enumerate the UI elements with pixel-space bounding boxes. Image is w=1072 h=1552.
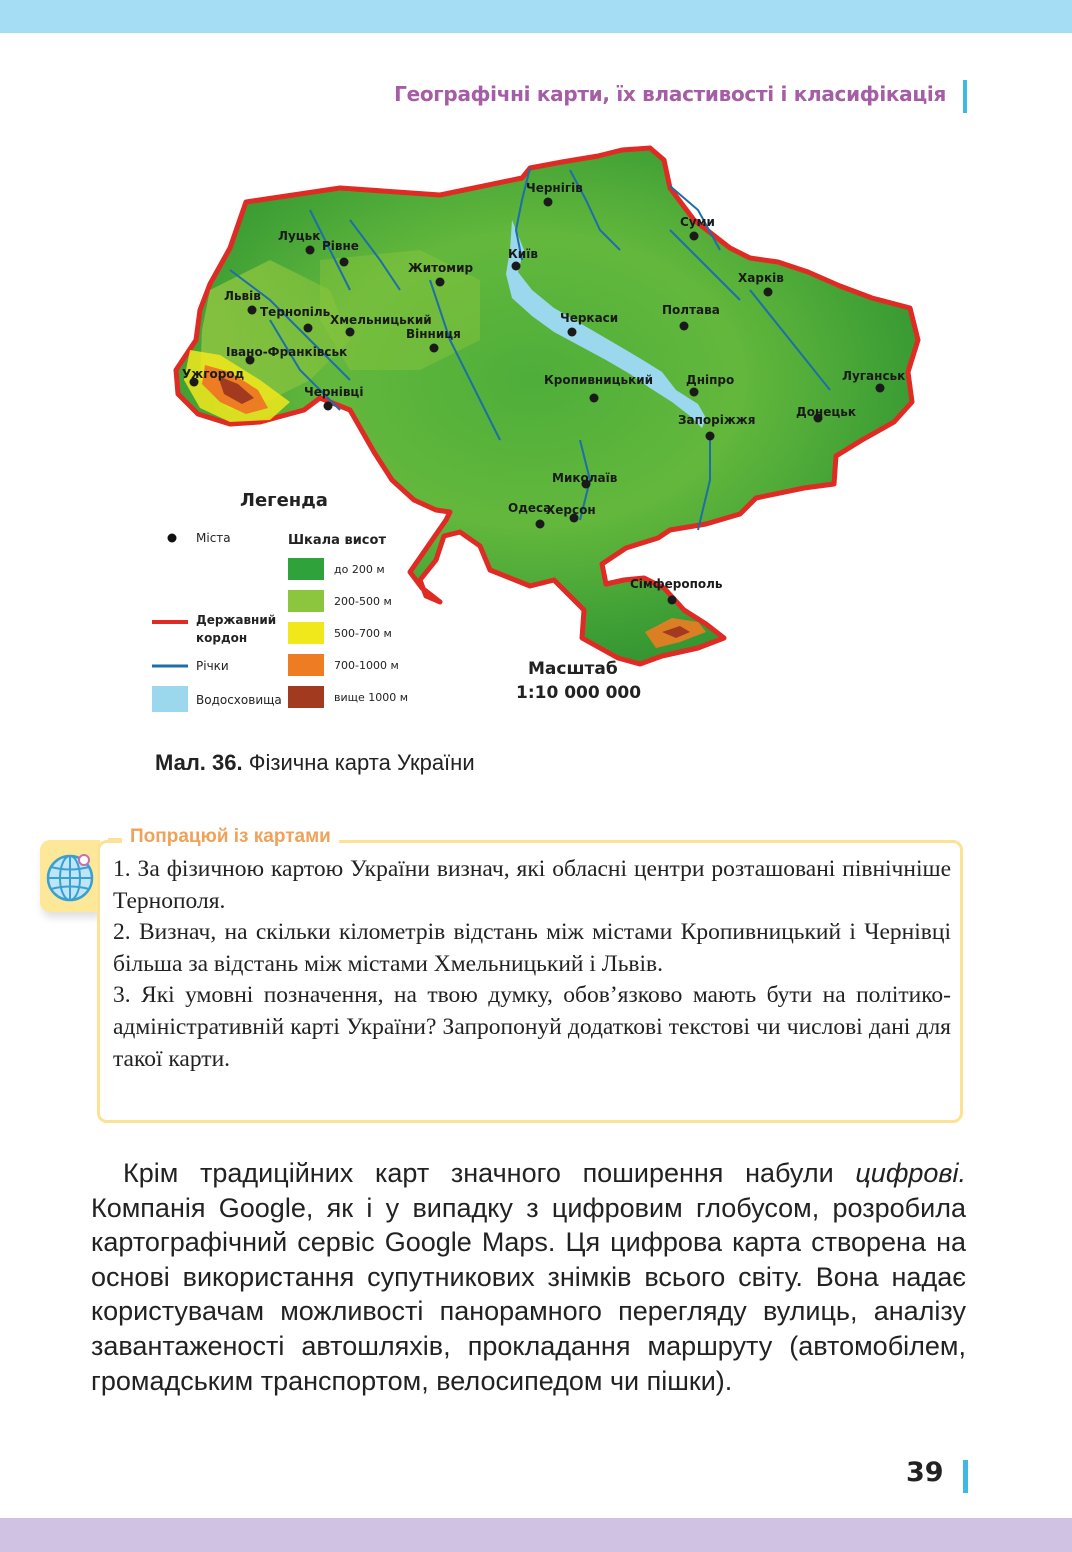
city-dot (512, 262, 521, 271)
city-dot (568, 328, 577, 337)
city-dot (436, 278, 445, 287)
city-dot (324, 402, 333, 411)
legend-elevation-title: Шкала висот (288, 533, 386, 548)
city-dot (536, 520, 545, 529)
city-label: Суми (680, 215, 715, 229)
task-item: 3. Які умовні позначення, на твою думку, обов’язково мають бути на політико-адміністративній карті України? Запропонуй додаткові текстові чи числові дані для такої карти. (113, 982, 951, 1072)
city-label: Луганськ (842, 369, 906, 383)
figure-caption-label: Мал. 36. (155, 750, 243, 775)
physical-map-figure (150, 140, 922, 730)
city-dot (680, 322, 689, 331)
page-number: 39 (906, 1457, 944, 1488)
city-dot (706, 432, 715, 441)
legend-border-label: Державний (196, 613, 277, 627)
city-dot (430, 344, 439, 353)
city-label: Запоріжжя (678, 413, 756, 427)
city-label: Луцьк (278, 229, 321, 243)
city-label: Одеса (508, 501, 552, 515)
running-head: Географічні карти, їх властивості і класифікація (394, 82, 946, 106)
city-dot (248, 306, 257, 315)
task-item: 1. За фізичною картою України визнач, які обласні центри розташовані північніше Тернополя. (113, 856, 951, 914)
city-label: Сімферополь (630, 577, 723, 591)
city-dot (668, 596, 677, 605)
city-label: Харків (738, 271, 784, 285)
task-title-line (108, 838, 122, 840)
scale-title: Масштаб (528, 659, 618, 679)
bottom-color-band (0, 1518, 1072, 1552)
scale-value: 1:10 000 000 (516, 683, 642, 703)
elevation-label: до 200 м (334, 563, 385, 576)
task-list (113, 854, 951, 1075)
elevation-swatch (288, 686, 324, 708)
elevation-label: 500-700 м (334, 627, 392, 640)
legend-cities-label: Міста (196, 531, 231, 545)
elevation-label: 700-1000 м (334, 659, 399, 672)
city-dot (544, 198, 553, 207)
figure-caption-text: Фізична карта України (248, 750, 475, 775)
elevation-label: вище 1000 м (334, 691, 409, 704)
task-item: 2. Визнач, на скільки кілометрів відстань між містами Кропивницький і Чернівці більша за відстань між містами Хмельницький і Львів. (113, 919, 951, 977)
top-color-band (0, 0, 1072, 33)
elevation-swatch (288, 654, 324, 676)
elevation-label: 200-500 м (334, 595, 392, 608)
figure-caption (155, 750, 475, 776)
task-box-title: Попрацюй із картами (122, 826, 339, 848)
legend-city-dot (168, 534, 177, 543)
city-dot (346, 328, 355, 337)
city-label: Ужгород (182, 367, 245, 381)
city-dot (306, 246, 315, 255)
city-label: Київ (508, 247, 538, 261)
legend-rivers-label: Річки (196, 659, 229, 673)
city-dot (340, 258, 349, 267)
city-dot (304, 324, 313, 333)
body-text-part: Компанія Google, як і у випадку з цифровим глобусом, розробила картографічний сервіс Google Maps. Ця цифрова карта створена на основі використання супутникових знімків всього світу. Вона надає користувачам можливості панорамного перегляду вулиць, аналізу завантаженості автошляхів, прокладання маршруту (автомобілем, громадським транспортом, велосипедом чи пішки). (91, 1192, 966, 1396)
city-label: Херсон (546, 503, 596, 517)
city-label: Івано-Франківськ (226, 345, 348, 359)
city-dot (690, 232, 699, 241)
legend-title: Легенда (240, 490, 328, 511)
city-label: Хмельницький (330, 313, 432, 327)
city-label: Чернівці (304, 385, 364, 399)
page-number-bar (963, 1460, 968, 1493)
city-label: Миколаїв (552, 471, 618, 485)
running-head-bar (963, 80, 967, 113)
task-badge (40, 840, 100, 912)
city-dot (876, 384, 885, 393)
city-label: Вінниця (406, 327, 461, 341)
city-label: Тернопіль (260, 305, 331, 319)
legend-reservoirs-label: Водосховища (196, 693, 282, 707)
elevation-swatch (288, 558, 324, 580)
city-label: Донецьк (796, 405, 856, 419)
legend-border-label: кордон (196, 631, 248, 645)
city-label: Черкаси (560, 311, 619, 325)
body-text-italic: цифрові. (855, 1158, 966, 1188)
city-dot (590, 394, 599, 403)
city-dot (764, 288, 773, 297)
elevation-swatch (288, 622, 324, 644)
city-label: Рівне (322, 239, 359, 253)
ukraine-physical-map (150, 140, 922, 730)
city-dot (690, 388, 699, 397)
body-text-part: Крім традиційних карт значного поширення набули (123, 1158, 856, 1188)
body-paragraph (91, 1156, 966, 1398)
city-label: Житомир (408, 261, 474, 275)
city-label: Кропивницький (544, 373, 654, 387)
globe-icon (40, 840, 100, 912)
city-label: Полтава (662, 303, 720, 317)
elevation-swatch (288, 590, 324, 612)
city-label: Дніпро (686, 373, 735, 387)
city-label: Львів (224, 289, 261, 303)
city-label: Чернігів (526, 181, 583, 195)
legend-reservoir-swatch (152, 686, 188, 712)
